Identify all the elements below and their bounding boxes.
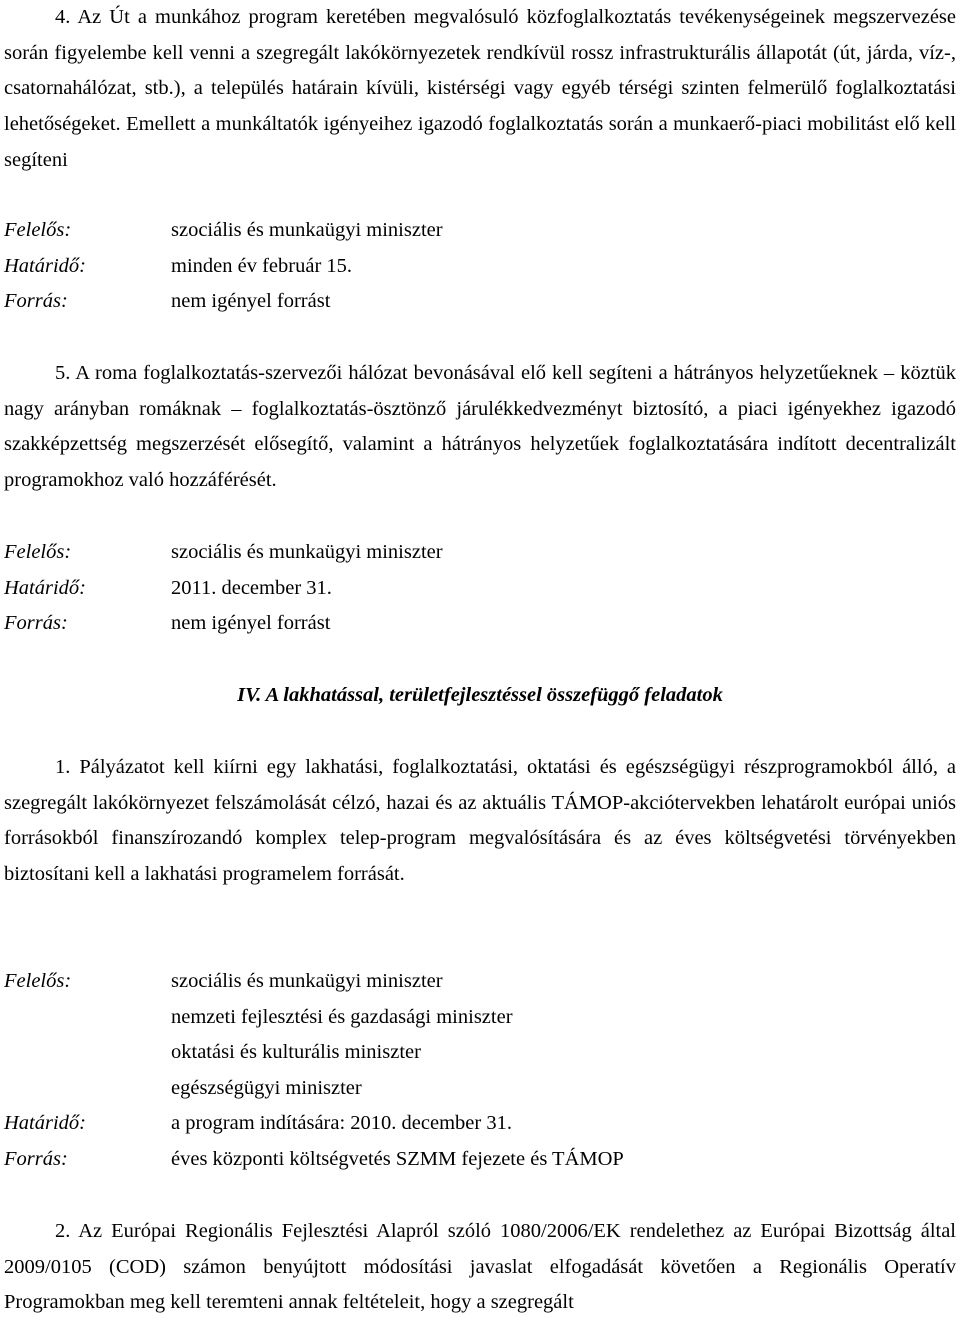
paragraph-iv-1 (4, 750, 956, 893)
felelos-row (4, 213, 956, 249)
paragraph-4-text: 4. Az Út a munkához program keretében megvalósuló közfoglalkoztatás tevékenységeinek megszervezése során figyelembe kell venni a szegregált lakókörnyezetek rendkívül rossz infrastrukturális állapotát (út, járda, víz-, csatornahálózat, stb.), a település határain kívüli, kistérségi vagy egyéb térségi szinten felmerülő foglalkoztatási lehetőségeket. Emellett a munkáltatók igényeihez igazodó foglalkoztatás során a munkaerő-piaci mobilitást elő kell segíteni (4, 6, 956, 171)
paragraph-iv-1-text: 1. Pályázatot kell kiírni egy lakhatási, foglalkoztatási, oktatási és egészségügyi részprogramokból álló, a szegregált lakókörnyezet felszámolását célzó, hazai és az aktuális TÁMOP-akciótervekben lehatárolt európai uniós forrásokból finanszírozandó komplex telep-program megvalósítására és az éves költségvetési törvényekben biztosítani kell a lakhatási programelem forrását. (4, 756, 956, 886)
felelos-row-4 (4, 1071, 956, 1107)
meta-block-5 (4, 535, 956, 642)
felelos-label: Felelős: (4, 970, 72, 992)
felelos-row (4, 964, 956, 1000)
paragraph-5-text: 5. A roma foglalkoztatás-szervezői hálózat bevonásával elő kell segíteni a hátrányos helyzetűeknek – köztük nagy arányban romáknak – foglalkoztatás-ösztönző járulékkedvezményt biztosító, a piaci igényekhez igazodó szakképzettség megszerzését elősegítő, valamint a hátrányos helyzetűek foglalkoztatására indított decentralizált programokhoz való hozzáférését. (4, 362, 956, 492)
meta-block-iv-1 (4, 964, 956, 1177)
felelos-value-3: oktatási és kulturális miniszter (171, 1041, 421, 1063)
paragraph-5 (4, 356, 956, 499)
forras-value: nem igényel forrást (171, 290, 331, 312)
forras-label: Forrás: (4, 290, 68, 312)
section-heading: IV. A lakhatással, területfejlesztéssel összefüggő feladatok (237, 684, 723, 706)
felelos-label: Felelős: (4, 541, 72, 563)
felelos-value: szociális és munkaügyi miniszter (171, 219, 443, 241)
forras-label: Forrás: (4, 1147, 68, 1170)
meta-block-4 (4, 213, 956, 320)
felelos-label: Felelős: (4, 219, 72, 241)
paragraph-iv-2-text: 2. Az Európai Regionális Fejlesztési Alapról szóló 1080/2006/EK rendelethez az Európai Bizottság által 2009/0105 (COD) számon benyújtott módosítási javaslat elfogadását követően a Regionális Operatív Programokban meg kell teremteni annak feltételeit, hogy a szegregált (4, 1220, 956, 1314)
hatarido-label: Határidő: (4, 576, 86, 599)
felelos-value-2: nemzeti fejlesztési és gazdasági miniszter (171, 1005, 513, 1028)
felelos-row (4, 535, 956, 571)
felelos-row-2 (4, 1000, 956, 1036)
paragraph-iv-2 (4, 1214, 956, 1321)
hatarido-value: a program indítására: 2010. december 31. (171, 1112, 512, 1134)
hatarido-label: Határidő: (4, 1112, 86, 1134)
section-heading-block (4, 678, 956, 713)
forras-value: nem igényel forrást (171, 612, 331, 634)
hatarido-row (4, 571, 956, 607)
felelos-value-1: szociális és munkaügyi miniszter (171, 970, 443, 992)
hatarido-row (4, 249, 956, 285)
forras-row (4, 1142, 956, 1178)
felelos-row-3 (4, 1035, 956, 1071)
felelos-value: szociális és munkaügyi miniszter (171, 541, 443, 563)
forras-value: éves központi költségvetés SZMM fejezete és TÁMOP (171, 1147, 624, 1170)
forras-row (4, 606, 956, 642)
hatarido-row (4, 1106, 956, 1142)
paragraph-4 (4, 0, 956, 179)
felelos-value-4: egészségügyi miniszter (171, 1076, 362, 1099)
forras-label: Forrás: (4, 612, 68, 634)
hatarido-value: 2011. december 31. (171, 576, 332, 599)
hatarido-value: minden év február 15. (171, 254, 353, 277)
hatarido-label: Határidő: (4, 254, 86, 277)
forras-row (4, 284, 956, 320)
